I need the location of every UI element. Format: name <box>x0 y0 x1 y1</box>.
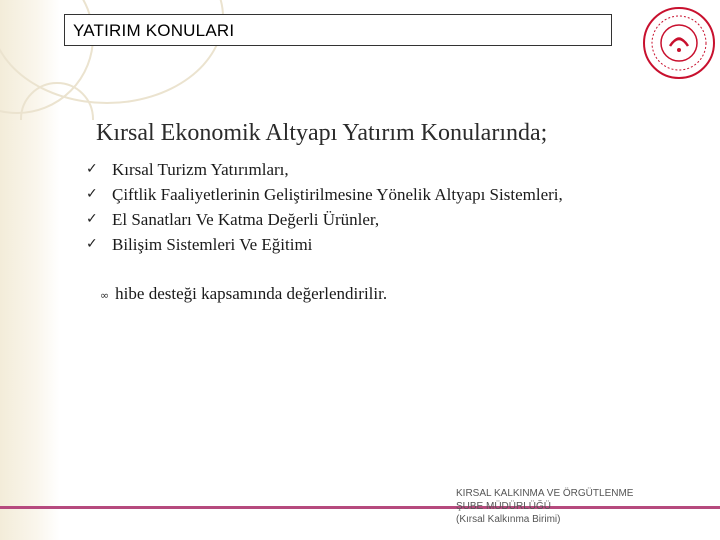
slide-title: YATIRIM KONULARI <box>73 21 235 40</box>
infinity-glyph-icon: ∞ <box>100 289 110 302</box>
ministry-logo-icon <box>642 6 716 80</box>
checkmark-icon: ✓ <box>86 211 98 227</box>
note-line <box>100 284 387 304</box>
checkmark-icon: ✓ <box>86 186 98 202</box>
note-text: hibe desteği kapsamında değerlendirilir. <box>115 284 388 303</box>
footer-line-1: KIRSAL KALKINMA VE ÖRGÜTLENME <box>456 488 634 499</box>
bullet-list <box>86 160 563 260</box>
checkmark-icon: ✓ <box>86 236 98 252</box>
list-item: ✓ Çiftlik Faaliyetlerinin Geliştirilmesine Yönelik Altyapı Sistemleri, <box>86 185 563 204</box>
list-item: ✓ Kırsal Turizm Yatırımları, <box>86 160 289 179</box>
footer-line-3: (Kırsal Kalkınma Birimi) <box>456 514 561 525</box>
section-heading: Kırsal Ekonomik Altyapı Yatırım Konularında; <box>96 120 548 146</box>
footer-text <box>456 487 633 526</box>
checkmark-icon: ✓ <box>86 161 98 177</box>
slide-title-box <box>64 14 612 46</box>
list-item: ✓ Bilişim Sistemleri Ve Eğitimi <box>86 235 313 254</box>
list-item: ✓ El Sanatları Ve Katma Değerli Ürünler, <box>86 210 380 229</box>
footer-line-2: ŞUBE MÜDÜRLÜĞÜ <box>456 501 552 512</box>
